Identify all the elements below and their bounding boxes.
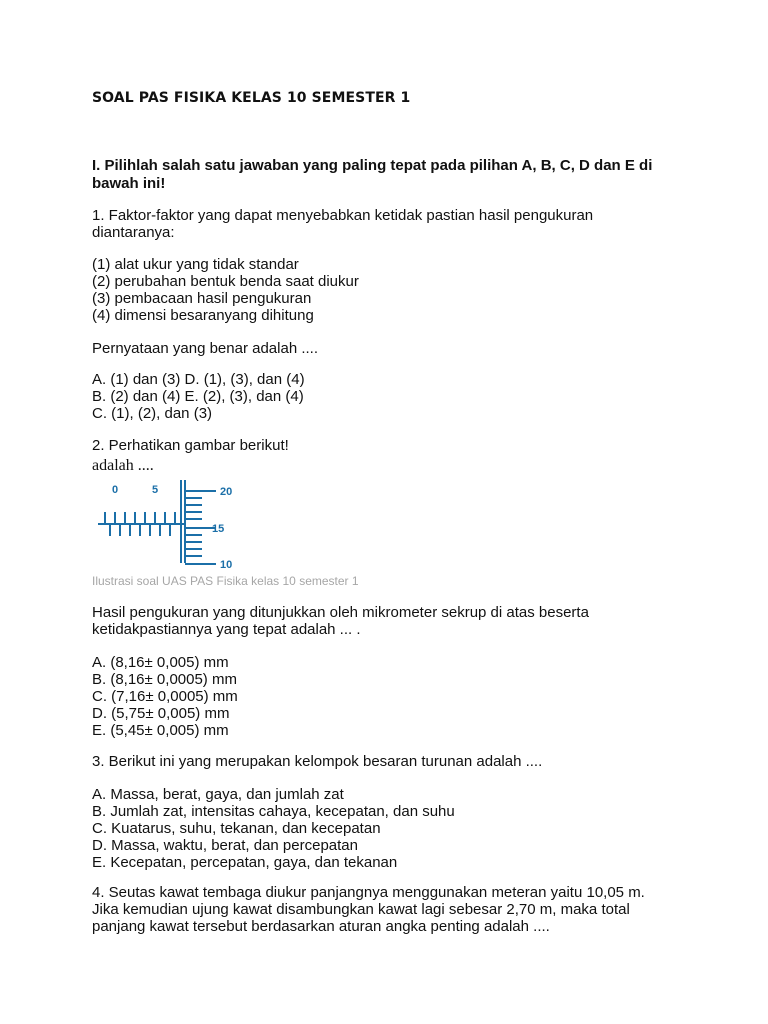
question-4-text-line-1: 4. Seutas kawat tembaga diukur panjangnya menggunakan meteran yaitu 10,05 m. — [92, 884, 645, 901]
instruction-text: I. Pilihlah salah satu jawaban yang paling tepat pada pilihan A, B, C, D dan E di bawah ini! — [92, 157, 653, 192]
document-title: SOAL PAS FISIKA KELAS 10 SEMESTER 1 — [92, 90, 411, 106]
question-2-prompt — [92, 437, 682, 454]
question-2-text-line-1: Hasil pengukuran yang ditunjukkan oleh mikrometer sekrup di atas beserta — [92, 604, 589, 621]
answer-option: B. (8,16± 0,0005) mm — [92, 671, 237, 688]
list-item: (4) dimensi besaranyang dihitung — [92, 307, 314, 324]
question-3-prompt — [92, 753, 682, 770]
list-item: (2) perubahan bentuk benda saat diukur — [92, 273, 359, 290]
cropped-text: adalah .... — [92, 459, 154, 473]
question-4-text-line-3: panjang kawat tersebut berdasarkan aturan angka penting adalah .... — [92, 918, 550, 935]
question-1-statement — [92, 340, 682, 357]
answer-option: E. Kecepatan, percepatan, gaya, dan tekanan — [92, 854, 398, 871]
question-2-text — [92, 604, 682, 638]
question-1-options — [92, 371, 682, 422]
answer-option: E. (5,45± 0,005) mm — [92, 722, 229, 739]
micrometer-diagram — [92, 475, 252, 575]
answer-option: D. (5,75± 0,005) mm — [92, 705, 230, 722]
answer-option: D. Massa, waktu, berat, dan percepatan — [92, 837, 358, 854]
answer-option: A. (1) dan (3) D. (1), (3), dan (4) — [92, 371, 305, 388]
answer-option: A. Massa, berat, gaya, dan jumlah zat — [92, 786, 344, 803]
sleeve-label-0: 0 — [112, 484, 119, 496]
question-3-options — [92, 786, 682, 871]
answer-option: C. (7,16± 0,0005) mm — [92, 688, 238, 705]
question-1-items — [92, 256, 682, 324]
cropped-text-fragment — [92, 459, 172, 473]
answer-option: C. Kuatarus, suhu, tekanan, dan kecepatan — [92, 820, 381, 837]
sleeve-label-5: 5 — [152, 484, 159, 496]
question-4 — [92, 884, 682, 935]
question-1-text-line-2: diantaranya: — [92, 224, 175, 241]
list-item: (1) alat ukur yang tidak standar — [92, 256, 299, 273]
answer-option: A. (8,16± 0,005) mm — [92, 654, 229, 671]
answer-option: C. (1), (2), dan (3) — [92, 405, 213, 422]
thimble-label-20: 20 — [220, 486, 233, 498]
question-2-text: 2. Perhatikan gambar berikut! — [92, 437, 289, 454]
answer-option: B. (2) dan (4) E. (2), (3), dan (4) — [92, 388, 304, 405]
question-3-text: 3. Berikut ini yang merupakan kelompok besaran turunan adalah .... — [92, 753, 543, 770]
question-1 — [92, 207, 682, 241]
answer-option: B. Jumlah zat, intensitas cahaya, kecepatan, dan suhu — [92, 803, 455, 820]
question-4-text-line-2: Jika kemudian ujung kawat disambungkan kawat lagi sebesar 2,70 m, maka total — [92, 901, 630, 918]
statement-text: Pernyataan yang benar adalah .... — [92, 340, 318, 357]
micrometer-figure — [92, 475, 252, 575]
question-2-options — [92, 654, 682, 739]
thimble-label-10: 10 — [220, 559, 233, 571]
figure-caption: Ilustrasi soal UAS PAS Fisika kelas 10 semester 1 — [92, 574, 359, 588]
thimble-label-15: 15 — [212, 523, 225, 535]
question-2-text-line-2: ketidakpastiannya yang tepat adalah ... . — [92, 621, 361, 638]
list-item: (3) pembacaan hasil pengukuran — [92, 290, 312, 307]
question-1-text-line-1: 1. Faktor-faktor yang dapat menyebabkan ketidak pastian hasil pengukuran — [92, 207, 594, 224]
